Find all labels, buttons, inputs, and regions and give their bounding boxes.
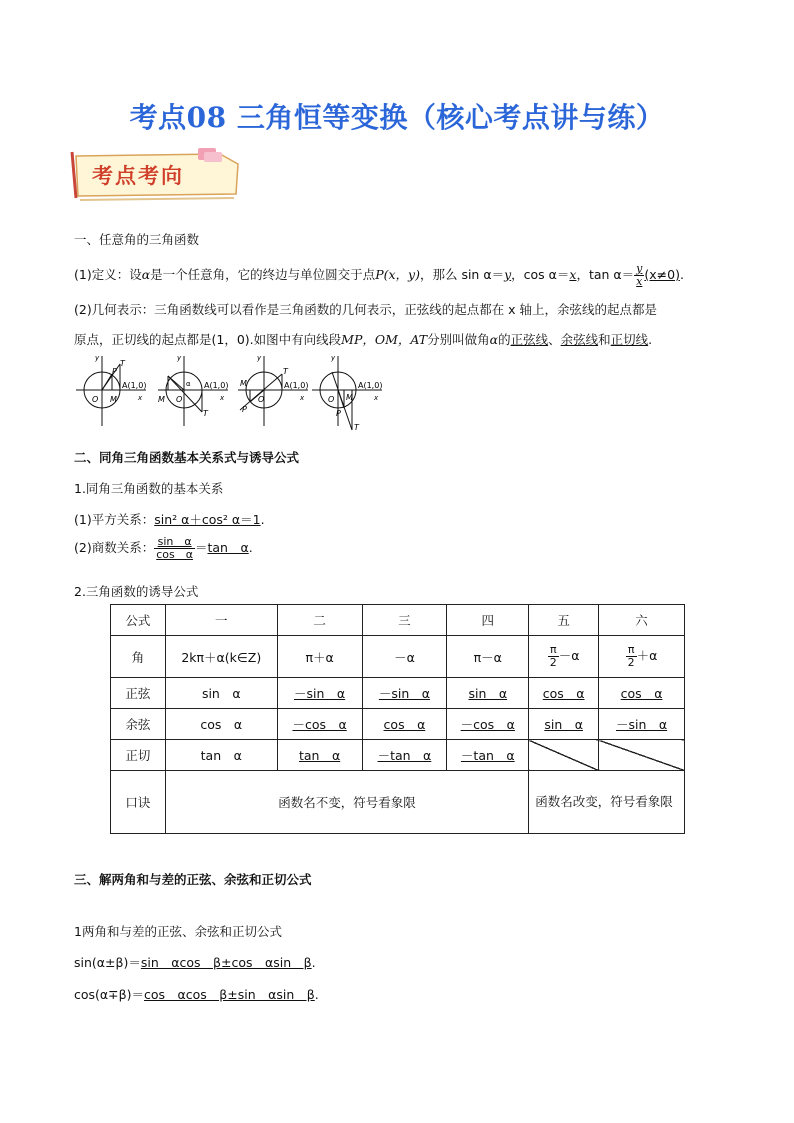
table-header-cell: 五 bbox=[529, 605, 599, 636]
table-cell: $\frac{\pi}{2}$ －α bbox=[529, 636, 599, 678]
svg-text:T: T bbox=[120, 359, 125, 368]
subsection-basic-relations: 1.同角三角函数的基本关系 bbox=[74, 481, 224, 496]
table-cell: $\frac{\pi}{2}$ ＋α bbox=[599, 636, 685, 678]
table-cell: －tan α bbox=[447, 740, 529, 771]
unit-circle-figure-3 bbox=[236, 352, 316, 432]
table-header-cell: 六 bbox=[599, 605, 685, 636]
table-cell: sin α bbox=[447, 678, 529, 709]
table-cell: π＋α bbox=[277, 636, 362, 678]
table-header-cell: 一 bbox=[165, 605, 277, 636]
mnemonic-cell: 函数名不变，符号看象限 bbox=[165, 771, 528, 834]
table-cell: －sin α bbox=[277, 678, 362, 709]
row-label: 角 bbox=[111, 636, 166, 678]
table-cell: －cos α bbox=[447, 709, 529, 740]
table-row bbox=[111, 740, 685, 771]
table-cell: sin α bbox=[165, 678, 277, 709]
table-cell: cos α bbox=[529, 678, 599, 709]
section-2-heading: 二、同角三角函数基本关系式与诱导公式 bbox=[74, 450, 300, 465]
section-1-heading: 一、任意角的三角函数 bbox=[74, 232, 200, 247]
row-label: 正切 bbox=[111, 740, 166, 771]
svg-text:M: M bbox=[346, 393, 353, 402]
svg-text:A(1,0): A(1,0) bbox=[204, 381, 229, 390]
svg-text:P: P bbox=[112, 367, 117, 376]
svg-text:M: M bbox=[158, 395, 165, 404]
table-row bbox=[111, 605, 685, 636]
table-cell: π－α bbox=[447, 636, 529, 678]
svg-text:x: x bbox=[220, 394, 225, 402]
svg-text:O: O bbox=[92, 395, 99, 404]
cosine-sum-formula: cos(α∓β)＝cos αcos β±sin αsin β. bbox=[74, 987, 319, 1002]
unit-circle-figure-1 bbox=[74, 352, 154, 432]
table-cell: 2kπ＋α(k∈Z) bbox=[165, 636, 277, 678]
table-header-cell: 四 bbox=[447, 605, 529, 636]
quotient-relation: (2)商数关系： $\frac{\text{sin α}}{\text{cos α}}$ ＝tan α. bbox=[74, 535, 253, 561]
svg-text:α: α bbox=[186, 380, 191, 388]
svg-text:x: x bbox=[138, 394, 143, 402]
svg-text:A(1,0): A(1,0) bbox=[122, 381, 147, 390]
svg-text:O: O bbox=[258, 395, 265, 404]
svg-text:y: y bbox=[257, 354, 262, 362]
table-row bbox=[111, 771, 685, 834]
svg-text:O: O bbox=[328, 395, 335, 404]
svg-text:M: M bbox=[240, 379, 247, 388]
row-label: 正弦 bbox=[111, 678, 166, 709]
geometric-line-1: (2)几何表示：三角函数线可以看作是三角函数的几何表示，正弦线的起点都在 x 轴上，余弦线的起点都是 bbox=[74, 302, 658, 317]
row-label: 余弦 bbox=[111, 709, 166, 740]
definition-line: (1)定义：设α是一个任意角，它的终边与单位圆交于点P(x，y)，那么 sin α＝y，cos α＝x，tan α＝ $\frac{y}{x}$ (x≠0). bbox=[74, 262, 684, 288]
svg-text:y: y bbox=[177, 354, 182, 362]
table-cell: －tan α bbox=[362, 740, 447, 771]
table-cell: －α bbox=[362, 636, 447, 678]
unit-circle-figure-4 bbox=[310, 352, 390, 432]
svg-text:T: T bbox=[283, 367, 288, 376]
table-row bbox=[111, 709, 685, 740]
section-3-heading: 三、解两角和与差的正弦、余弦和正切公式 bbox=[74, 872, 312, 887]
table-cell: tan α bbox=[165, 740, 277, 771]
table-cell: cos α bbox=[599, 678, 685, 709]
subsection-induction-formulas: 2.三角函数的诱导公式 bbox=[74, 584, 199, 599]
table-cell: sin α bbox=[529, 709, 599, 740]
badge-label: 考点考向 bbox=[92, 163, 184, 188]
diagonal-cell bbox=[529, 740, 599, 771]
svg-text:x: x bbox=[300, 394, 305, 402]
subsection-sum-difference: 1两角和与差的正弦、余弦和正切公式 bbox=[74, 924, 282, 939]
table-cell: －sin α bbox=[362, 678, 447, 709]
geometric-line-2: 原点，正切线的起点都是(1，0).如图中有向线段MP，OM，AT分别叫做角α的正弦线、余弦线和正切线. bbox=[74, 332, 653, 347]
table-cell: －cos α bbox=[277, 709, 362, 740]
svg-text:T: T bbox=[354, 423, 359, 432]
svg-text:T: T bbox=[203, 409, 208, 418]
page-title: 考点08 三角恒等变换（核心考点讲与练） bbox=[129, 101, 665, 134]
svg-text:O: O bbox=[176, 395, 183, 404]
svg-text:x: x bbox=[374, 394, 379, 402]
table-row bbox=[111, 678, 685, 709]
diagonal-cell bbox=[599, 740, 685, 771]
table-cell: cos α bbox=[165, 709, 277, 740]
table-header-cell: 公式 bbox=[111, 605, 166, 636]
svg-text:P: P bbox=[242, 405, 247, 414]
sine-sum-formula: sin(α±β)＝sin αcos β±cos αsin β. bbox=[74, 955, 316, 970]
induction-formula-table bbox=[110, 604, 685, 834]
table-cell: －sin α bbox=[599, 709, 685, 740]
table-header-cell: 三 bbox=[362, 605, 447, 636]
svg-text:y: y bbox=[95, 354, 100, 362]
row-label: 口诀 bbox=[111, 771, 166, 834]
table-row bbox=[111, 636, 685, 678]
unit-circle-figure-2 bbox=[156, 352, 236, 432]
table-header-cell: 二 bbox=[277, 605, 362, 636]
svg-text:M: M bbox=[110, 395, 117, 404]
svg-text:A(1,0): A(1,0) bbox=[358, 381, 383, 390]
table-cell: cos α bbox=[362, 709, 447, 740]
square-relation: (1)平方关系：sin² α＋cos² α＝1. bbox=[74, 512, 265, 527]
svg-text:A(1,0): A(1,0) bbox=[284, 381, 309, 390]
table-cell: tan α bbox=[277, 740, 362, 771]
mnemonic-cell: 函数名改变，符号看象限 bbox=[529, 771, 685, 834]
svg-text:P: P bbox=[336, 409, 341, 418]
svg-text:y: y bbox=[331, 354, 336, 362]
